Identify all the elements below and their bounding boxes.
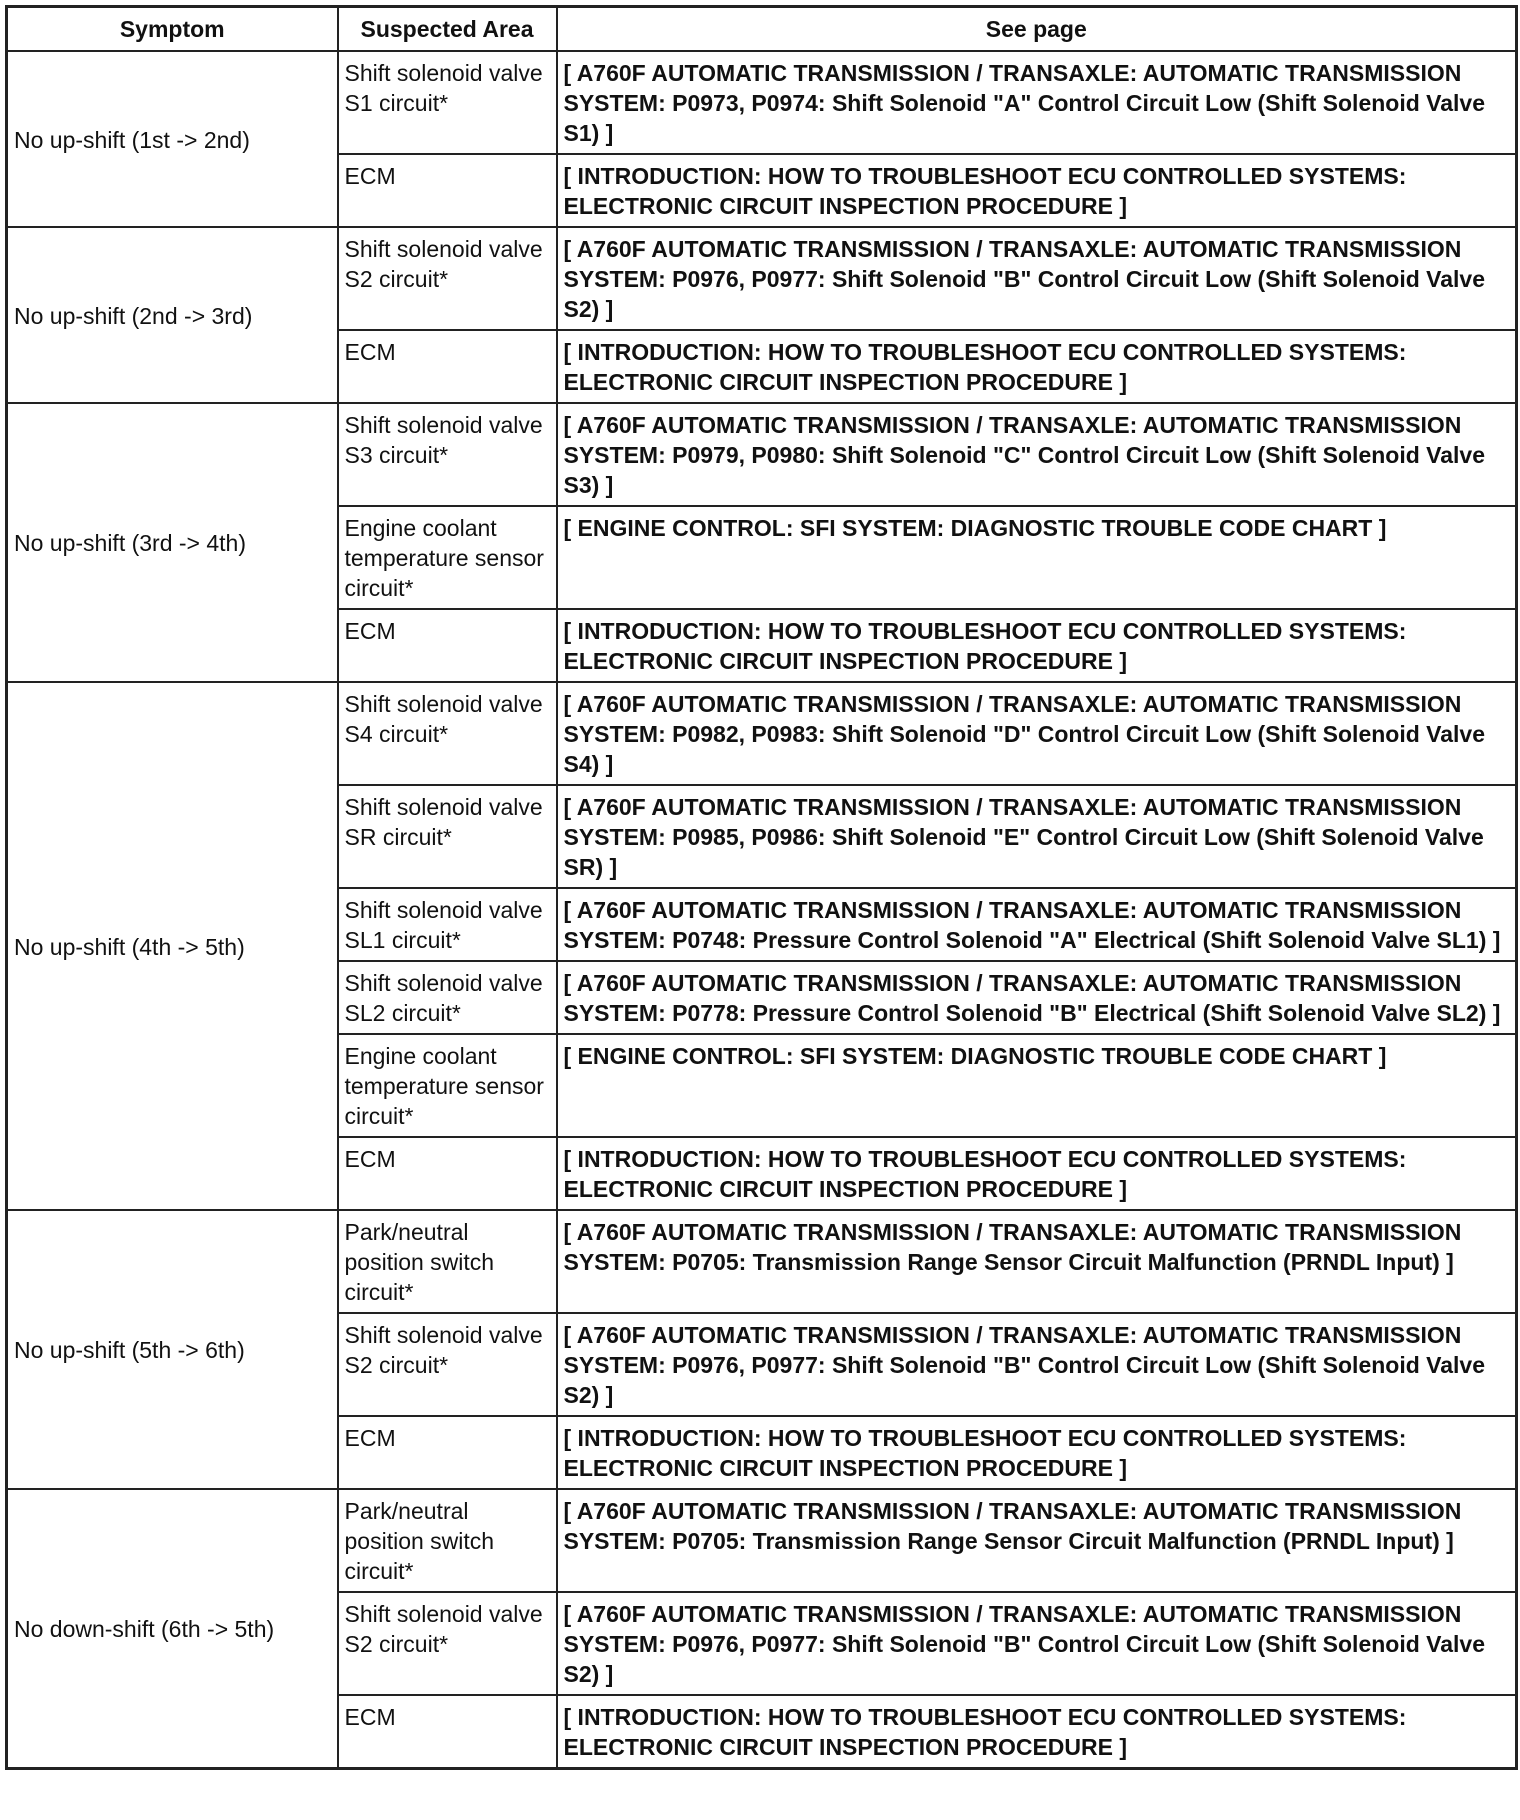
see-page-link[interactable]: [ INTRODUCTION: HOW TO TROUBLESHOOT ECU CONTROLLED SYSTEMS: ELECTRONIC CIRCUIT INSPECTION PROCEDURE ] [557, 1416, 1517, 1489]
symptom-cell: No up-shift (2nd -> 3rd) [7, 227, 338, 403]
header-see-page: See page [557, 7, 1517, 52]
see-page-link[interactable]: [ A760F AUTOMATIC TRANSMISSION / TRANSAXLE: AUTOMATIC TRANSMISSION SYSTEM: P0748: Pressure Control Solenoid "A" Electrical (Shift Solenoid Valve SL1) ] [557, 888, 1517, 961]
see-page-link[interactable]: [ INTRODUCTION: HOW TO TROUBLESHOOT ECU CONTROLLED SYSTEMS: ELECTRONIC CIRCUIT INSPECTION PROCEDURE ] [557, 1695, 1517, 1769]
suspected-area-cell: Shift solenoid valve S2 circuit* [338, 1592, 557, 1695]
see-page-link[interactable]: [ A760F AUTOMATIC TRANSMISSION / TRANSAXLE: AUTOMATIC TRANSMISSION SYSTEM: P0985, P0986: Shift Solenoid "E" Control Circuit Low (Shift Solenoid Valve SR) ] [557, 785, 1517, 888]
see-page-link[interactable]: [ A760F AUTOMATIC TRANSMISSION / TRANSAXLE: AUTOMATIC TRANSMISSION SYSTEM: P0778: Pressure Control Solenoid "B" Electrical (Shift Solenoid Valve SL2) ] [557, 961, 1517, 1034]
suspected-area-cell: ECM [338, 330, 557, 403]
table-row [7, 1210, 1517, 1313]
table-row [7, 1489, 1517, 1592]
suspected-area-cell: Shift solenoid valve SL2 circuit* [338, 961, 557, 1034]
symptom-cell: No up-shift (4th -> 5th) [7, 682, 338, 1210]
suspected-area-cell: Shift solenoid valve S2 circuit* [338, 227, 557, 330]
suspected-area-cell: ECM [338, 154, 557, 227]
symptom-cell: No up-shift (1st -> 2nd) [7, 51, 338, 227]
suspected-area-cell: ECM [338, 1416, 557, 1489]
see-page-link[interactable]: [ INTRODUCTION: HOW TO TROUBLESHOOT ECU CONTROLLED SYSTEMS: ELECTRONIC CIRCUIT INSPECTION PROCEDURE ] [557, 154, 1517, 227]
see-page-link[interactable]: [ A760F AUTOMATIC TRANSMISSION / TRANSAXLE: AUTOMATIC TRANSMISSION SYSTEM: P0976, P0977: Shift Solenoid "B" Control Circuit Low (Shift Solenoid Valve S2) ] [557, 227, 1517, 330]
symptom-cell: No down-shift (6th -> 5th) [7, 1489, 338, 1769]
troubleshooting-sheet [5, 5, 1515, 1815]
table-row [7, 682, 1517, 785]
see-page-link[interactable]: [ A760F AUTOMATIC TRANSMISSION / TRANSAXLE: AUTOMATIC TRANSMISSION SYSTEM: P0976, P0977: Shift Solenoid "B" Control Circuit Low (Shift Solenoid Valve S2) ] [557, 1313, 1517, 1416]
table-row [7, 51, 1517, 154]
symptom-cell: No up-shift (5th -> 6th) [7, 1210, 338, 1489]
see-page-link[interactable]: [ INTRODUCTION: HOW TO TROUBLESHOOT ECU CONTROLLED SYSTEMS: ELECTRONIC CIRCUIT INSPECTION PROCEDURE ] [557, 330, 1517, 403]
problem-symptoms-table [5, 5, 1518, 1770]
table-row [7, 227, 1517, 330]
see-page-link[interactable]: [ A760F AUTOMATIC TRANSMISSION / TRANSAXLE: AUTOMATIC TRANSMISSION SYSTEM: P0982, P0983: Shift Solenoid "D" Control Circuit Low (Shift Solenoid Valve S4) ] [557, 682, 1517, 785]
see-page-link[interactable]: [ A760F AUTOMATIC TRANSMISSION / TRANSAXLE: AUTOMATIC TRANSMISSION SYSTEM: P0979, P0980: Shift Solenoid "C" Control Circuit Low (Shift Solenoid Valve S3) ] [557, 403, 1517, 506]
see-page-link[interactable]: [ A760F AUTOMATIC TRANSMISSION / TRANSAXLE: AUTOMATIC TRANSMISSION SYSTEM: P0973, P0974: Shift Solenoid "A" Control Circuit Low (Shift Solenoid Valve S1) ] [557, 51, 1517, 154]
see-page-link[interactable]: [ A760F AUTOMATIC TRANSMISSION / TRANSAXLE: AUTOMATIC TRANSMISSION SYSTEM: P0976, P0977: Shift Solenoid "B" Control Circuit Low (Shift Solenoid Valve S2) ] [557, 1592, 1517, 1695]
see-page-link[interactable]: [ A760F AUTOMATIC TRANSMISSION / TRANSAXLE: AUTOMATIC TRANSMISSION SYSTEM: P0705: Transmission Range Sensor Circuit Malfunction (PRNDL Input) ] [557, 1489, 1517, 1592]
suspected-area-cell: Park/neutral position switch circuit* [338, 1489, 557, 1592]
see-page-link[interactable]: [ INTRODUCTION: HOW TO TROUBLESHOOT ECU CONTROLLED SYSTEMS: ELECTRONIC CIRCUIT INSPECTION PROCEDURE ] [557, 1137, 1517, 1210]
suspected-area-cell: Shift solenoid valve S1 circuit* [338, 51, 557, 154]
symptom-cell: No up-shift (3rd -> 4th) [7, 403, 338, 682]
see-page-link[interactable]: [ A760F AUTOMATIC TRANSMISSION / TRANSAXLE: AUTOMATIC TRANSMISSION SYSTEM: P0705: Transmission Range Sensor Circuit Malfunction (PRNDL Input) ] [557, 1210, 1517, 1313]
table-row [7, 403, 1517, 506]
suspected-area-cell: Shift solenoid valve SL1 circuit* [338, 888, 557, 961]
suspected-area-cell: Shift solenoid valve S4 circuit* [338, 682, 557, 785]
header-suspected-area: Suspected Area [338, 7, 557, 52]
suspected-area-cell: Engine coolant temperature sensor circuit* [338, 506, 557, 609]
suspected-area-cell: Shift solenoid valve S3 circuit* [338, 403, 557, 506]
see-page-link[interactable]: [ ENGINE CONTROL: SFI SYSTEM: DIAGNOSTIC TROUBLE CODE CHART ] [557, 1034, 1517, 1137]
see-page-link[interactable]: [ INTRODUCTION: HOW TO TROUBLESHOOT ECU CONTROLLED SYSTEMS: ELECTRONIC CIRCUIT INSPECTION PROCEDURE ] [557, 609, 1517, 682]
suspected-area-cell: Engine coolant temperature sensor circuit* [338, 1034, 557, 1137]
suspected-area-cell: ECM [338, 1695, 557, 1769]
suspected-area-cell: ECM [338, 609, 557, 682]
see-page-link[interactable]: [ ENGINE CONTROL: SFI SYSTEM: DIAGNOSTIC TROUBLE CODE CHART ] [557, 506, 1517, 609]
suspected-area-cell: Shift solenoid valve SR circuit* [338, 785, 557, 888]
header-symptom: Symptom [7, 7, 338, 52]
header-row [7, 7, 1517, 52]
suspected-area-cell: ECM [338, 1137, 557, 1210]
suspected-area-cell: Shift solenoid valve S2 circuit* [338, 1313, 557, 1416]
suspected-area-cell: Park/neutral position switch circuit* [338, 1210, 557, 1313]
